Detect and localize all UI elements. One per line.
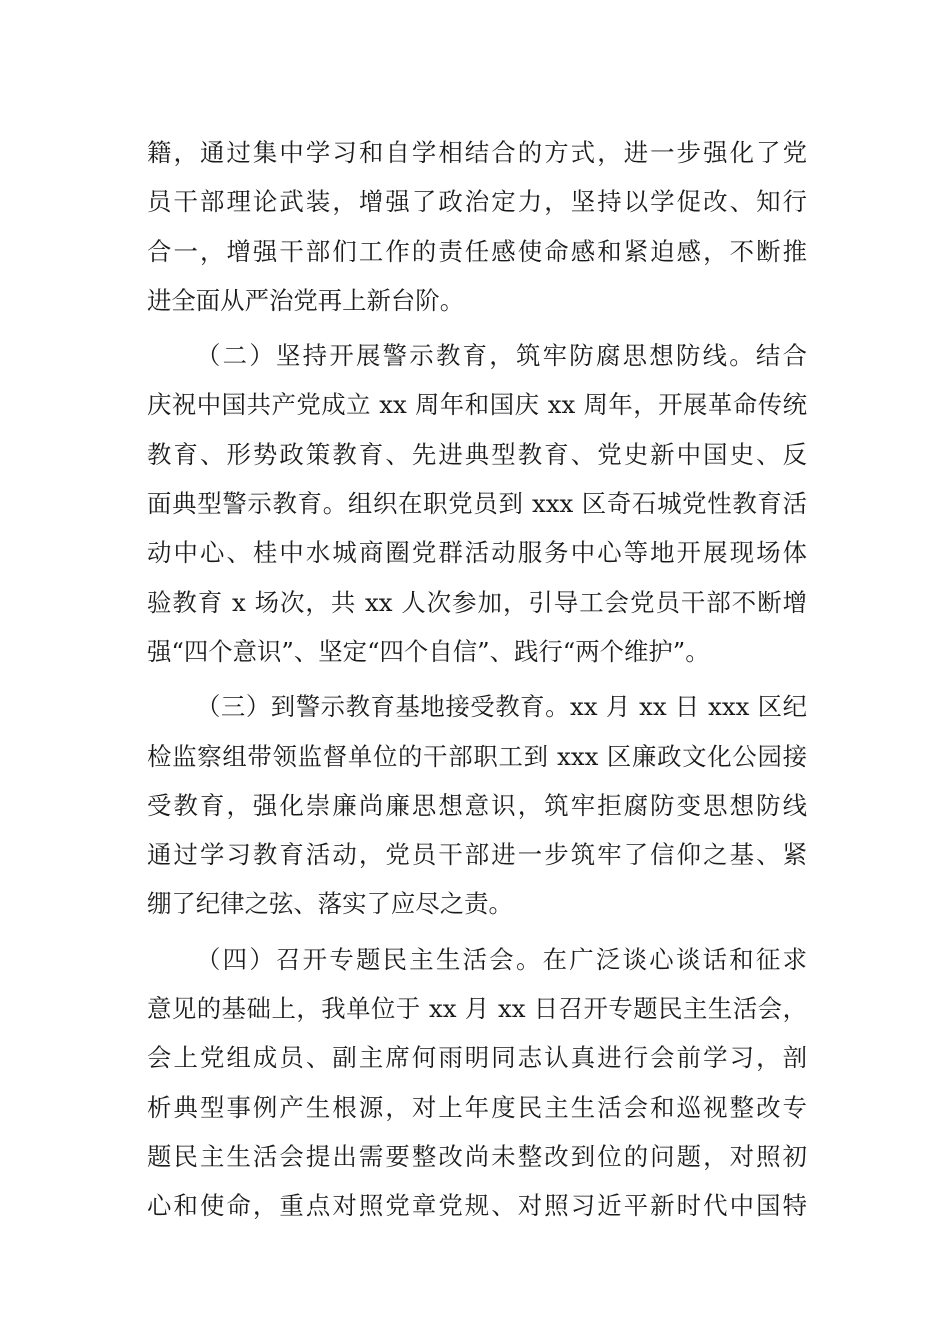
text-line: 受教育，强化崇廉尚廉思想意识，筑牢拒腐防变思想防线 (147, 790, 807, 820)
paragraph (147, 935, 807, 1231)
text-line: （二）坚持开展警示教育，筑牢防腐思想防线。结合 (196, 341, 807, 371)
text-line: 通过学习教育活动，党员干部进一步筑牢了信仰之基、紧 (147, 840, 807, 870)
text-line: 析典型事例产生根源，对上年度民主生活会和巡视整改专 (147, 1092, 807, 1122)
text-line: 员干部理论武装，增强了政治定力，坚持以学促改、知行 (147, 187, 807, 217)
text-line: 庆祝中国共产党成立 xx 周年和国庆 xx 周年，开展革命传统 (147, 390, 807, 420)
text-line: 合一，增强干部们工作的责任感使命感和紧迫感，不断推 (147, 236, 807, 266)
text-line: 意见的基础上，我单位于 xx 月 xx 日召开专题民主生活会， (147, 994, 807, 1024)
text-line: （三）到警示教育基地接受教育。xx 月 xx 日 xxx 区纪 (196, 692, 807, 722)
paragraph (147, 331, 807, 676)
text-line: 心和使命，重点对照党章党规、对照习近平新时代中国特 (147, 1191, 807, 1221)
text-line: （四）召开专题民主生活会。在广泛谈心谈话和征求 (196, 944, 807, 974)
text-line: 题民主生活会提出需要整改尚未整改到位的问题，对照初 (147, 1141, 807, 1171)
text-line: 检监察组带领监督单位的干部职工到 xxx 区廉政文化公园接 (147, 741, 807, 771)
document-body (147, 128, 807, 1231)
text-line: 会上党组成员、副主席何雨明同志认真进行会前学习，剖 (147, 1043, 807, 1073)
text-line: 强“四个意识”、坚定“四个自信”、践行“两个维护”。 (147, 636, 710, 666)
text-line: 绷了纪律之弦、落实了应尽之责。 (147, 889, 513, 919)
text-line: 验教育 x 场次，共 xx 人次参加，引导工会党员干部不断增 (147, 587, 807, 617)
text-line: 教育、形势政策教育、先进典型教育、党史新中国史、反 (147, 439, 807, 469)
paragraph (147, 128, 807, 325)
text-line: 进全面从严治党再上新台阶。 (147, 285, 465, 315)
text-line: 面典型警示教育。组织在职党员到 xxx 区奇石城党性教育活 (147, 489, 807, 519)
paragraph (147, 682, 807, 928)
text-line: 动中心、桂中水城商圈党群活动服务中心等地开展现场体 (147, 538, 807, 568)
text-line: 籍，通过集中学习和自学相结合的方式，进一步强化了党 (147, 138, 807, 167)
